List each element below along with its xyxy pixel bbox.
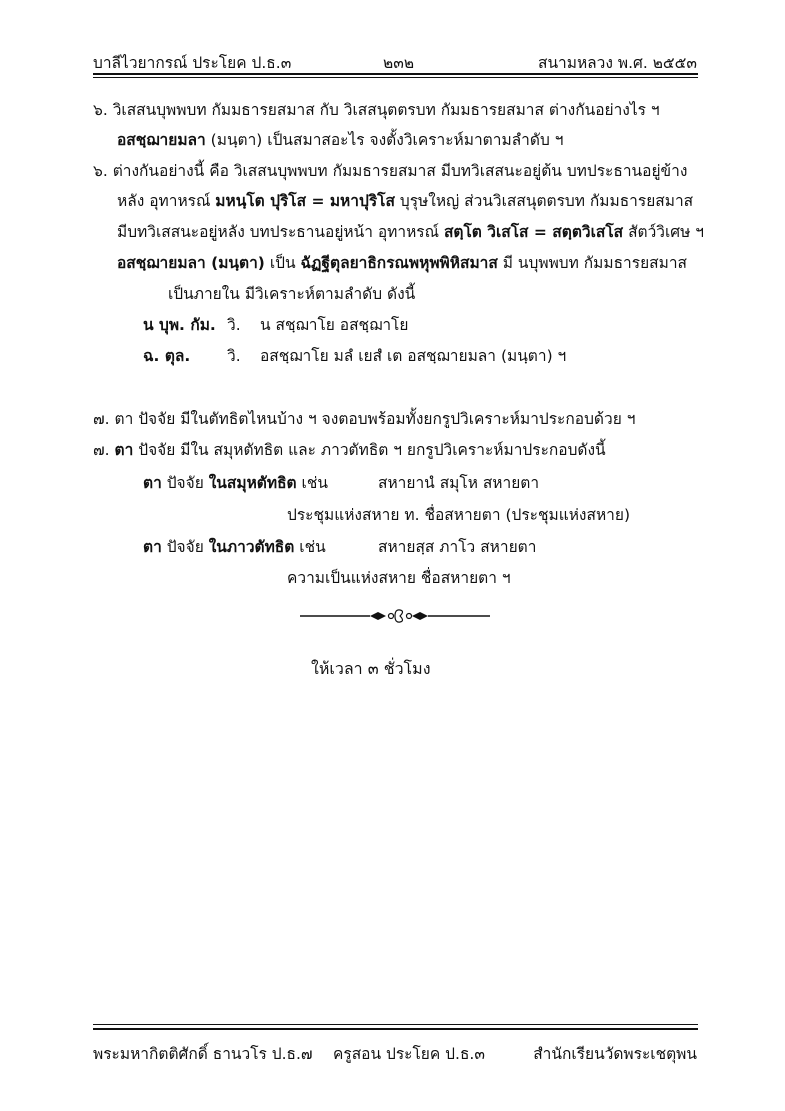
answer-6-line-4-d: มี นบุพพบท กัมมธารยสมาส: [497, 254, 687, 272]
answer-7-example-1-suffix: ตา: [143, 474, 162, 492]
analysis-row-2-label: ฉ. ตุล.: [143, 347, 191, 365]
answer-7-example-2-b: ปัจจัย: [161, 538, 209, 556]
answer-7-number: ๗.: [93, 441, 115, 459]
answer-7-example-2-category: ในภาวตัทธิต: [208, 538, 295, 556]
analysis-row-2: [143, 345, 190, 367]
question-6-line-2-rest: (มนฺตา) เป็นสมาสอะไร จงตั้งวิเคราะห์มาตามลำดับ ฯ: [205, 131, 564, 149]
answer-7-example-1: [143, 472, 328, 494]
answer-6-line-4: [117, 252, 687, 274]
analysis-row-2-vi: วิ.: [227, 347, 241, 365]
question-6-term: อสชฺฌายมลา: [117, 131, 206, 149]
header-rule: [93, 73, 698, 75]
analysis-row-2-text: อสชฺฌาโย มลํ เยสํ เต อสชฺฌายมลา (มนฺตา) ฯ: [260, 347, 567, 365]
header-page-number: ๒๓๒: [383, 54, 415, 72]
answer-6-line-1: ๖. ต่างกันอย่างนี้ คือ วิเสสนบุพพบท กัมมธารยสมาส มีบทวิเสสนะอยู่ต้น บทประธานอยู่ข้าง: [93, 162, 688, 180]
header-left: บาลีไวยากรณ์ ประโยค ป.ธ.๓: [93, 54, 292, 72]
footer-rule: [93, 1028, 698, 1030]
answer-6-samasa-name: ฉัฏฐีตุลยาธิกรณพหุพพิหิสมาส: [300, 254, 498, 272]
answer-7-term: ตา: [114, 441, 134, 459]
answer-6-line-2-c: บุรุษใหญ่ ส่วนวิเสสนุตตรบท กัมมธารยสมาส: [394, 192, 694, 210]
answer-7-example-1-analysis: สหายานํ สมุโห สหายตา: [378, 474, 540, 492]
analysis-row-1: [143, 314, 216, 336]
analysis-row-1-label: น บุพ. กัม.: [143, 316, 216, 334]
answer-7-line-1-rest: ปัจจัย มีใน สมุหตัทธิต และ ภาวตัทธิต ฯ ยกรูปวิเคราะห์มาประกอบดังนี้: [133, 441, 606, 459]
header-right: สนามหลวง พ.ศ. ๒๕๕๓: [537, 54, 697, 72]
analysis-row-1-text: น สชฺฌาโย อสชฺฌาโย: [260, 316, 409, 334]
answer-7-example-1-d: เช่น: [296, 474, 328, 492]
time-allotted: ให้เวลา ๓ ชั่วโมง: [311, 659, 431, 678]
answer-6-example-1: มหนฺโต ปุริโส = มหาปุริโส: [215, 192, 395, 210]
answer-6-line-3: [117, 221, 704, 243]
answer-6-line-3-a: มีบทวิเสสนะอยู่หลัง บทประธานอยู่หน้า อุทาหรณ์: [117, 223, 444, 241]
answer-7-example-2: [143, 536, 326, 558]
ornament-divider: [300, 604, 490, 628]
answer-6-line-4-b: เป็น: [264, 254, 301, 272]
footer-rule-thin: [93, 1024, 698, 1025]
footer-center: ครูสอน ประโยค ป.ธ.๓: [333, 1045, 485, 1063]
answer-7-example-1-meaning: ประชุมแห่งสหาย ท. ชื่อสหายตา (ประชุมแห่งสหาย): [287, 506, 631, 524]
header-rule-thin: [93, 77, 698, 78]
answer-6-line-2-a: หลัง อุทาหรณ์: [117, 192, 216, 210]
answer-6-line-2: [117, 190, 693, 212]
answer-7-line-1: [93, 439, 606, 461]
answer-7-example-2-meaning: ความเป็นแห่งสหาย ชื่อสหายตา ฯ: [287, 569, 511, 587]
question-6-line-2: [117, 129, 563, 151]
answer-6-term: อสชฺฌายมลา (มนฺตา): [117, 254, 265, 272]
answer-6-line-3-c: สัตว์วิเศษ ฯ: [623, 223, 704, 241]
answer-7-example-2-analysis: สหายสฺส ภาโว สหายตา: [378, 538, 537, 556]
answer-7-example-1-category: ในสมุหตัทธิต: [208, 474, 297, 492]
question-6-line-1: ๖. วิเสสนบุพพบท กัมมธารยสมาส กับ วิเสสนุตตรบท กัมมธารยสมาส ต่างกันอย่างไร ฯ: [93, 101, 660, 119]
footer-right: สำนักเรียนวัดพระเชตุพน: [533, 1045, 697, 1063]
answer-7-example-2-d: เช่น: [294, 538, 326, 556]
question-7-line: ๗. ตา ปัจจัย มีในตัทธิตไหนบ้าง ฯ จงตอบพร้อมทั้งยกรูปวิเคราะห์มาประกอบด้วย ฯ: [93, 410, 636, 428]
answer-7-example-2-suffix: ตา: [143, 538, 162, 556]
answer-7-example-1-b: ปัจจัย: [161, 474, 209, 492]
answer-6-example-2: สตฺโต วิเสโส = สตฺตวิเสโส: [443, 223, 624, 241]
footer-left: พระมหากิตติศักดิ์ ธานวโร ป.ธ.๗: [93, 1045, 313, 1063]
answer-6-line-5: เป็นภายใน มีวิเคราะห์ตามลำดับ ดังนี้: [168, 285, 416, 303]
analysis-row-1-vi: วิ.: [227, 316, 241, 334]
